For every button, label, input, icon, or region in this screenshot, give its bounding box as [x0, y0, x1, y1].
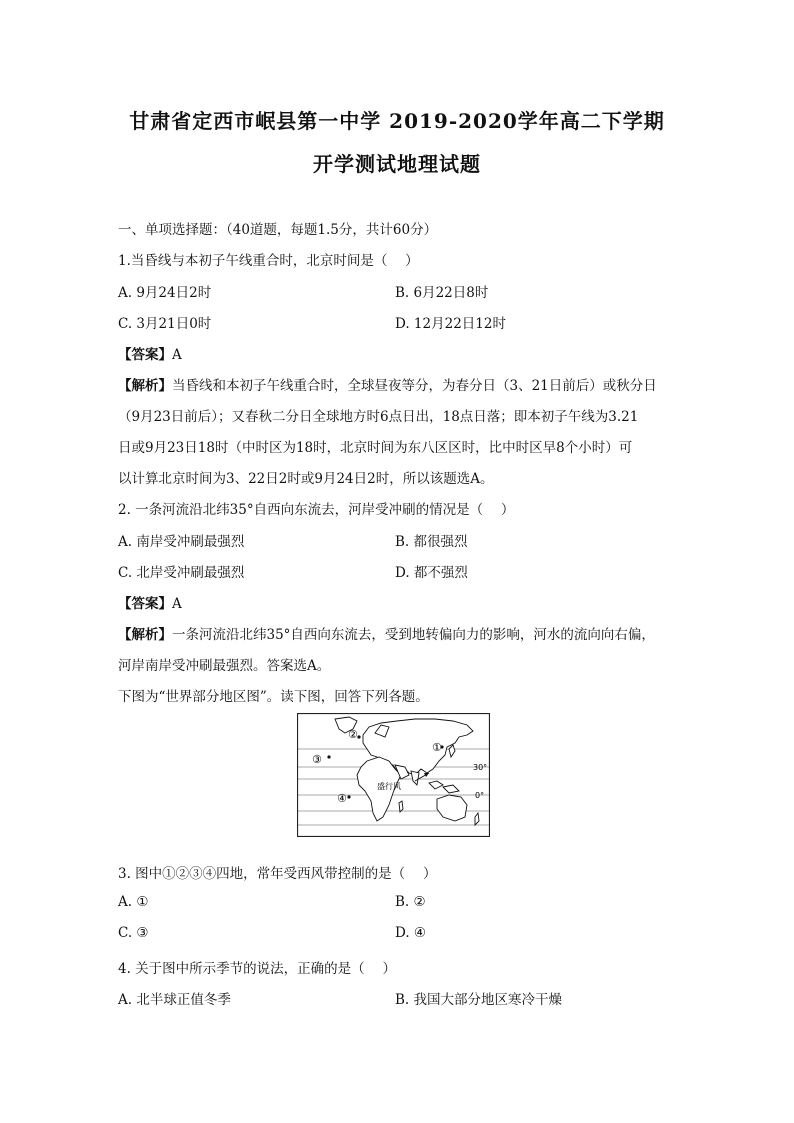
q2-option-c: C. 北岸受冲刷最强烈 — [118, 565, 245, 581]
answer-value: A — [172, 347, 182, 363]
page-subtitle: 开学测试地理试题 — [313, 152, 481, 176]
q2-answer — [118, 592, 182, 612]
analysis-text: 当昏线和本初子午线重合时，全球昼夜等分，为春分日（3、21日前后）或秋分日 — [172, 378, 657, 394]
q1-analysis-2: （9月23日前后）；又春秋二分日全球地方时6点日出，18点日落；即本初子午线为3.21 — [118, 409, 639, 425]
q3-option-b: B. ② — [395, 894, 426, 910]
world-map-figure — [297, 713, 490, 837]
analysis-text: 一条河流沿北纬35°自西向东流去，受到地转偏向力的影响，河水的流向向右偏， — [172, 627, 655, 643]
q2-analysis-2: 河岸南岸受冲刷最强烈。答案选A。 — [118, 658, 331, 674]
q1-analysis-3: 日或9月23日18时（中时区为18时，北京时间为东八区区时，比中时区早8个小时）可 — [118, 440, 633, 456]
q2-stem: 2. 一条河流沿北纬35°自西向东流去，河岸受冲刷的情况是（ ） — [118, 502, 515, 518]
analysis-label: 【解析】 — [118, 378, 172, 394]
q4-stem: 4. 关于图中所示季节的说法，正确的是（ ） — [118, 961, 396, 977]
answer-label: 【答案】 — [118, 596, 172, 612]
q4-option-a: A. 北半球正值冬季 — [118, 992, 231, 1008]
answer-label: 【答案】 — [118, 347, 172, 363]
q1-option-c: C. 3月21日0时 — [118, 316, 212, 332]
q1-analysis-4: 以计算北京时间为3、22日2时或9月24日2时，所以该题选A。 — [118, 471, 494, 487]
map-mark-4: ④ — [337, 792, 347, 805]
analysis-label: 【解析】 — [118, 627, 172, 643]
map-label-30: 30° — [473, 763, 488, 772]
page-title: 甘肃省定西市岷县第一中学 2019-2020学年高二下学期 — [129, 109, 665, 133]
q1-option-b: B. 6月22日8时 — [395, 285, 489, 301]
q3-stem: 3. 图中①②③④四地，常年受西风带控制的是（ ） — [118, 866, 437, 882]
q1-option-d: D. 12月22日12时 — [395, 316, 506, 332]
map-label-0: 0° — [475, 791, 485, 800]
q2-option-d: D. 都不强烈 — [395, 565, 468, 581]
map-mark-3: ③ — [312, 753, 322, 766]
answer-value: A — [172, 596, 182, 612]
q1-stem: 1.当昏线与本初子午线重合时，北京时间是（ ） — [118, 253, 419, 269]
map-mark-1: ① — [432, 741, 442, 754]
q2-analysis-1 — [118, 623, 655, 643]
q4-option-b: B. 我国大部分地区寒冷干燥 — [395, 992, 563, 1008]
map-mark-2: ② — [348, 728, 358, 741]
map-label-wind: 盛行风 — [377, 782, 401, 791]
q3-option-c: C. ③ — [118, 925, 149, 941]
section-header: 一、单项选择题：（40道题，每题1.5分，共计60分） — [118, 222, 438, 238]
q3-option-a: A. ① — [118, 894, 149, 910]
q1-analysis-1 — [118, 374, 657, 394]
q2-option-a: A. 南岸受冲刷最强烈 — [118, 534, 245, 550]
q1-answer — [118, 343, 182, 363]
map-intro: 下图为“世界部分地区图”。读下图，回答下列各题。 — [118, 689, 429, 705]
q1-option-a: A. 9月24日2时 — [118, 285, 212, 301]
q3-option-d: D. ④ — [395, 925, 427, 941]
q2-option-b: B. 都很强烈 — [395, 534, 468, 550]
